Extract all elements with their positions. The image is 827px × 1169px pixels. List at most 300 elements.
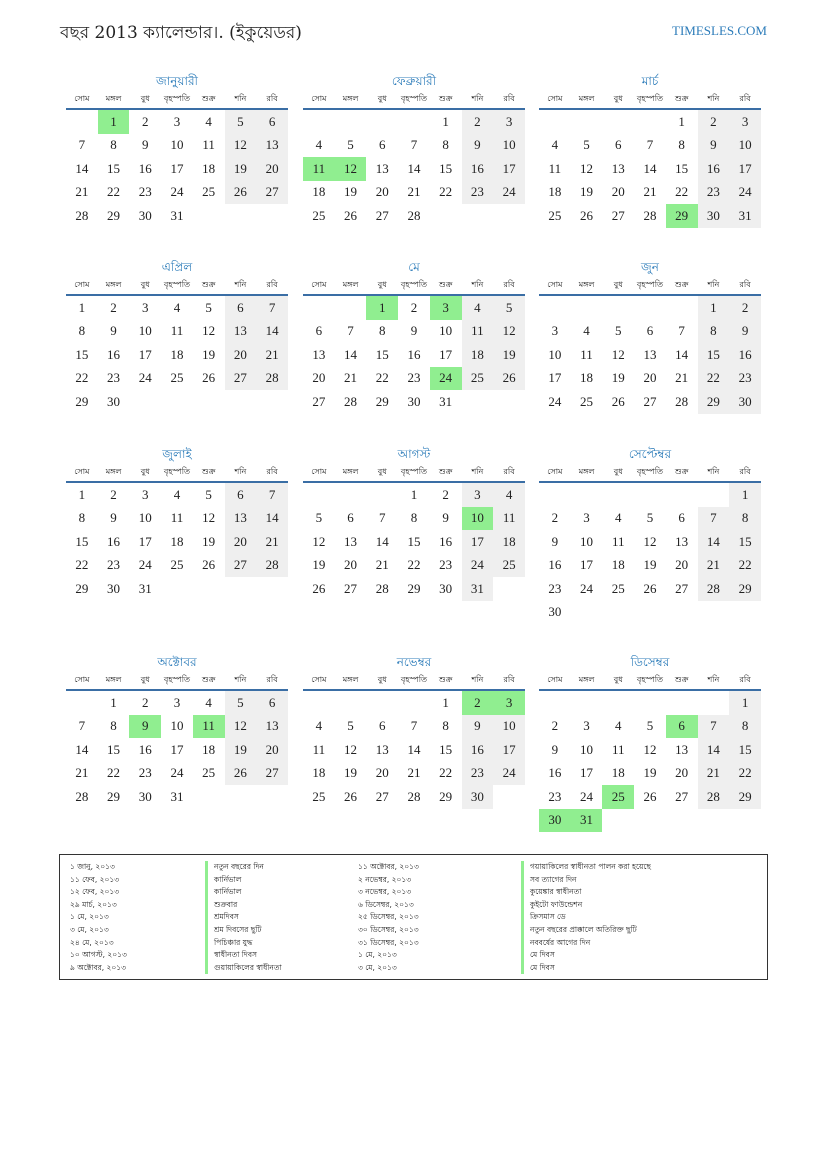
- calendar-day: 29: [75, 580, 89, 596]
- calendar-day: 26: [344, 788, 358, 804]
- calendar-day: 3: [493, 690, 525, 715]
- weekday-header: শনি: [698, 463, 730, 482]
- holiday-name: গয়ায়াকিলের স্বাধীনতা পালন করা হয়েছে: [521, 861, 651, 874]
- calendar-day: 14: [375, 533, 389, 549]
- month-table: [66, 90, 288, 228]
- empty-day: [634, 295, 666, 320]
- calendar-day: 3: [462, 482, 494, 507]
- calendar-day: 14: [698, 530, 730, 554]
- calendar-day: 25: [548, 207, 562, 223]
- empty-day: [571, 601, 603, 625]
- empty-day: [66, 690, 98, 715]
- calendar-day: 10: [580, 741, 594, 757]
- calendar-day: 1: [366, 295, 398, 320]
- calendar-day: 26: [493, 367, 525, 391]
- month-name: অক্টোবর: [157, 655, 197, 669]
- calendar-day: 15: [75, 346, 89, 362]
- calendar-day: 28: [344, 393, 358, 409]
- calendar-day: 5: [315, 510, 323, 526]
- calendar-day: 11: [611, 741, 625, 757]
- weekday-header: বৃহস্পতি: [398, 90, 430, 109]
- calendar-day: 2: [551, 510, 559, 526]
- calendar-day: 31: [170, 788, 184, 804]
- month-calendar: [539, 653, 761, 832]
- empty-day: [539, 482, 571, 507]
- calendar-day: 9: [110, 510, 117, 526]
- calendar-day: 24: [729, 181, 761, 205]
- empty-day: [666, 482, 698, 507]
- calendar-day: 12: [335, 157, 367, 181]
- calendar-day: 7: [410, 137, 418, 153]
- holiday-name: গুয়ায়াকিলের স্বাধীনতা: [205, 962, 282, 975]
- calendar-day: 19: [643, 765, 657, 781]
- calendar-day: 8: [78, 323, 86, 339]
- empty-day: [539, 690, 571, 715]
- calendar-day: 28: [75, 788, 89, 804]
- calendar-day: 28: [256, 554, 288, 578]
- weekday-header: শুক্র: [430, 463, 462, 482]
- calendar-day: 16: [439, 533, 453, 549]
- empty-day: [602, 601, 634, 625]
- calendar-day: 24: [580, 580, 594, 596]
- calendar-day: 10: [170, 137, 184, 153]
- weekday-header: সোম: [539, 90, 571, 109]
- calendar-day: 15: [698, 343, 730, 367]
- calendar-day: 6: [225, 295, 257, 320]
- weekday-header: সোম: [66, 671, 98, 690]
- calendar-day: 30: [439, 580, 453, 596]
- weekday-header: বৃহস্পতি: [161, 90, 193, 109]
- calendar-day: 4: [205, 113, 212, 129]
- holiday-name: স্বাধীনতা দিবস: [205, 949, 282, 962]
- weekday-header: শনি: [462, 276, 494, 295]
- empty-day: [193, 577, 225, 601]
- holiday-name: শুক্রবার: [205, 899, 282, 912]
- holiday-date: ২৫ ডিসেম্বর, ২০১৩: [358, 912, 419, 922]
- calendar-day: 24: [138, 370, 152, 386]
- calendar-day: 26: [312, 580, 326, 596]
- month-name: মে: [408, 260, 420, 274]
- calendar-day: 5: [205, 486, 212, 502]
- calendar-day: 7: [379, 510, 386, 526]
- calendar-day: 13: [643, 346, 657, 362]
- calendar-day: 6: [315, 323, 323, 339]
- calendar-day: 10: [493, 134, 525, 158]
- calendar-day: 25: [170, 557, 184, 573]
- holiday-name: নতুন বছরের দিন: [205, 861, 282, 874]
- empty-day: [698, 690, 730, 715]
- calendar-day: 27: [611, 207, 625, 223]
- brand-link[interactable]: TIMESLES.COM: [672, 23, 767, 38]
- weekday-header: বুধ: [366, 90, 398, 109]
- holiday-date: ২৯ মার্চ, ২০১৩: [70, 899, 117, 909]
- calendar-day: 21: [643, 184, 657, 200]
- calendar-day: 31: [170, 207, 184, 223]
- calendar-day: 1: [678, 113, 685, 129]
- calendar-day: 19: [611, 370, 625, 386]
- calendar-day: 20: [375, 765, 389, 781]
- calendar-day: 20: [611, 184, 625, 200]
- calendar-day: 11: [202, 137, 215, 153]
- empty-day: [634, 809, 666, 833]
- month-table: [539, 463, 761, 624]
- calendar-day: 3: [583, 718, 590, 734]
- calendar-day: 4: [315, 137, 323, 153]
- calendar-day: 6: [678, 510, 685, 526]
- calendar-day: 12: [202, 510, 216, 526]
- calendar-day: 17: [493, 738, 525, 762]
- calendar-day: 22: [698, 367, 730, 391]
- calendar-day: 30: [548, 604, 562, 620]
- calendar-day: 26: [580, 207, 594, 223]
- weekday-header: শুক্র: [193, 671, 225, 690]
- holiday-date: ১ মে, ২০১৩: [358, 950, 397, 960]
- calendar-day: 13: [344, 533, 358, 549]
- calendar-day: 15: [729, 530, 761, 554]
- calendar-day: 14: [256, 507, 288, 531]
- calendar-day: 6: [256, 690, 288, 715]
- calendar-day: 20: [675, 557, 689, 573]
- calendar-day: 20: [375, 184, 389, 200]
- calendar-day: 22: [439, 184, 453, 200]
- calendar-day: 23: [407, 370, 421, 386]
- weekday-header: মঙ্গল: [571, 90, 603, 109]
- weekday-header: মঙ্গল: [335, 276, 367, 295]
- calendar-day: 29: [107, 788, 121, 804]
- calendar-day: 8: [698, 320, 730, 344]
- weekday-header: বুধ: [366, 671, 398, 690]
- calendar-day: 12: [225, 134, 257, 158]
- month-name: আগস্ট: [397, 447, 431, 461]
- calendar-day: 30: [138, 788, 152, 804]
- weekday-header: শনি: [698, 671, 730, 690]
- calendar-day: 24: [580, 788, 594, 804]
- calendar-day: 19: [202, 533, 216, 549]
- calendar-day: 11: [548, 160, 562, 176]
- calendar-day: 10: [493, 715, 525, 739]
- calendar-day: 19: [580, 184, 594, 200]
- month-table: [303, 90, 525, 228]
- calendar-day: 27: [675, 580, 689, 596]
- month-name: এপ্রিল: [161, 260, 193, 274]
- calendar-day: 28: [75, 207, 89, 223]
- calendar-day: 5: [347, 718, 354, 734]
- holiday-date: ১২ ফেব, ২০১৩: [70, 887, 120, 897]
- calendar-day: 22: [107, 184, 121, 200]
- calendar-day: 25: [602, 785, 634, 809]
- calendar-day: 2: [729, 295, 761, 320]
- calendar-day: 20: [256, 157, 288, 181]
- calendar-day: 7: [256, 482, 288, 507]
- month-calendar: [66, 72, 288, 228]
- calendar-day: 27: [225, 554, 257, 578]
- holiday-date: ২৪ মে, ২০১৩: [70, 937, 114, 947]
- empty-day: [539, 295, 571, 320]
- calendar-day: 10: [170, 718, 184, 734]
- calendar-day: 12: [643, 533, 657, 549]
- calendar-day: 23: [107, 557, 121, 573]
- calendar-day: 29: [75, 393, 89, 409]
- calendar-day: 12: [611, 346, 625, 362]
- empty-day: [256, 390, 288, 414]
- calendar-day: 15: [675, 160, 689, 176]
- month-name: নভেম্বর: [396, 655, 432, 669]
- calendar-day: 4: [173, 486, 181, 502]
- empty-day: [666, 809, 698, 833]
- calendar-day: 11: [312, 741, 326, 757]
- weekday-header: শনি: [225, 463, 257, 482]
- empty-day: [366, 109, 398, 134]
- calendar-day: 30: [462, 785, 494, 809]
- holiday-names-right: [521, 861, 651, 974]
- empty-day: [129, 390, 161, 414]
- calendar-day: 26: [611, 393, 625, 409]
- month-calendar: [66, 653, 288, 809]
- holiday-name: শ্রম দিবসের ছুটি: [205, 924, 282, 937]
- holiday-name: সব ত্যাগের দিন: [521, 874, 651, 887]
- month-table: [66, 276, 288, 414]
- calendar-day: 28: [407, 207, 421, 223]
- holiday-date: ১১ ফেব, ২০১৩: [70, 874, 120, 884]
- calendar-day: 6: [646, 323, 654, 339]
- calendar-day: 27: [312, 393, 326, 409]
- empty-day: [193, 785, 225, 809]
- empty-day: [698, 809, 730, 833]
- calendar-day: 2: [462, 109, 494, 134]
- calendar-day: 29: [666, 204, 698, 228]
- calendar-day: 10: [138, 510, 152, 526]
- weekday-header: শুক্র: [666, 671, 698, 690]
- weekday-header: মঙ্গল: [98, 90, 130, 109]
- weekday-header: বুধ: [129, 276, 161, 295]
- calendar-day: 15: [107, 741, 121, 757]
- weekday-header: সোম: [66, 463, 98, 482]
- holiday-date: ৬ ডিসেম্বর, ২০১৩: [358, 899, 414, 909]
- calendar-day: 9: [110, 323, 117, 339]
- calendar-day: 5: [646, 510, 654, 526]
- weekday-header: সোম: [303, 463, 335, 482]
- empty-day: [256, 577, 288, 601]
- calendar-day: 17: [493, 157, 525, 181]
- calendar-day: 27: [225, 367, 257, 391]
- weekday-header: মঙ্গল: [98, 463, 130, 482]
- weekday-header: শুক্র: [430, 276, 462, 295]
- weekday-header: বৃহস্পতি: [161, 671, 193, 690]
- calendar-day: 25: [493, 554, 525, 578]
- month-table: [66, 463, 288, 601]
- empty-day: [634, 690, 666, 715]
- calendar-day: 25: [580, 393, 594, 409]
- weekday-header: বৃহস্পতি: [634, 671, 666, 690]
- calendar-day: 25: [202, 765, 216, 781]
- calendar-day: 16: [407, 346, 421, 362]
- holiday-name: নতুন বছরের প্রাক্কালে অতিরিক্ত ছুটি: [521, 924, 651, 937]
- month-calendar: [66, 445, 288, 601]
- calendar-day: 9: [462, 134, 494, 158]
- empty-day: [193, 390, 225, 414]
- calendar-day: 8: [379, 323, 386, 339]
- calendar-day: 14: [407, 741, 421, 757]
- weekday-header: শনি: [225, 671, 257, 690]
- calendar-day: 23: [548, 580, 562, 596]
- weekday-header: শনি: [698, 276, 730, 295]
- calendar-day: 9: [410, 323, 418, 339]
- calendar-day: 8: [410, 510, 418, 526]
- empty-day: [225, 204, 257, 228]
- calendar-day: 23: [729, 367, 761, 391]
- calendar-day: 8: [442, 718, 449, 734]
- calendar-day: 1: [78, 486, 86, 502]
- calendar-day: 5: [225, 690, 257, 715]
- calendar-day: 23: [698, 181, 730, 205]
- weekday-header: শনি: [462, 463, 494, 482]
- calendar-day: 25: [611, 580, 625, 596]
- empty-day: [256, 785, 288, 809]
- calendar-day: 5: [225, 109, 257, 134]
- holiday-dates-right: [358, 861, 419, 974]
- calendar-day: 12: [643, 741, 657, 757]
- calendar-day: 7: [410, 718, 418, 734]
- calendar-day: 19: [643, 557, 657, 573]
- weekday-header: শনি: [462, 671, 494, 690]
- empty-day: [398, 109, 430, 134]
- calendar-day: 17: [580, 557, 594, 573]
- calendar-day: 18: [312, 765, 326, 781]
- calendar-day: 8: [442, 137, 449, 153]
- empty-day: [571, 109, 603, 134]
- calendar-day: 16: [729, 343, 761, 367]
- calendar-day: 15: [107, 160, 121, 176]
- calendar-day: 6: [379, 137, 386, 153]
- calendar-day: 13: [675, 533, 689, 549]
- month-name: জুন: [641, 260, 659, 274]
- calendar-day: 15: [439, 741, 453, 757]
- calendar-day: 5: [493, 295, 525, 320]
- weekday-header: রবি: [729, 463, 761, 482]
- holiday-dates-left: [70, 861, 127, 974]
- weekday-header: সোম: [303, 671, 335, 690]
- calendar-day: 2: [462, 690, 494, 715]
- calendar-day: 12: [225, 715, 257, 739]
- calendar-day: 12: [312, 533, 326, 549]
- empty-day: [462, 204, 494, 228]
- calendar-day: 7: [698, 715, 730, 739]
- calendar-day: 9: [129, 715, 161, 739]
- calendar-day: 23: [462, 181, 494, 205]
- calendar-day: 9: [442, 510, 449, 526]
- weekday-header: রবি: [256, 90, 288, 109]
- calendar-day: 14: [344, 346, 358, 362]
- calendar-day: 30: [729, 390, 761, 414]
- empty-day: [193, 204, 225, 228]
- empty-day: [366, 482, 398, 507]
- calendar-day: 3: [583, 510, 590, 526]
- calendar-day: 1: [442, 694, 449, 710]
- calendar-day: 20: [225, 530, 257, 554]
- calendar-day: 31: [138, 580, 152, 596]
- calendar-day: 26: [643, 580, 657, 596]
- calendar-day: 17: [462, 530, 494, 554]
- calendar-day: 2: [110, 299, 117, 315]
- weekday-header: বৃহস্পতি: [161, 276, 193, 295]
- weekday-header: সোম: [539, 276, 571, 295]
- calendar-day: 18: [580, 370, 594, 386]
- calendar-day: 25: [312, 207, 326, 223]
- month-calendar: [303, 653, 525, 809]
- calendar-day: 30: [407, 393, 421, 409]
- calendar-day: 7: [347, 323, 354, 339]
- weekday-header: সোম: [303, 90, 335, 109]
- month-name: ফেব্রুয়ারী: [391, 74, 437, 88]
- month-table: [539, 90, 761, 228]
- calendar-day: 24: [430, 367, 462, 391]
- calendar-day: 31: [439, 393, 453, 409]
- holiday-name: শ্রমদিবস: [205, 911, 282, 924]
- calendar-day: 28: [698, 577, 730, 601]
- calendar-day: 18: [202, 741, 216, 757]
- empty-day: [634, 482, 666, 507]
- calendar-day: 16: [138, 741, 152, 757]
- calendar-day: 7: [698, 507, 730, 531]
- calendar-day: 26: [344, 207, 358, 223]
- weekday-header: শনি: [462, 90, 494, 109]
- calendar-day: 2: [110, 486, 117, 502]
- weekday-header: বুধ: [366, 463, 398, 482]
- holiday-date: ১ মে, ২০১৩: [70, 912, 109, 922]
- calendar-day: 27: [675, 788, 689, 804]
- calendar-day: 26: [643, 788, 657, 804]
- calendar-day: 4: [615, 718, 622, 734]
- calendar-day: 10: [462, 507, 494, 531]
- month-table: [66, 671, 288, 809]
- holiday-date: ৩ মে, ২০১৩: [358, 962, 397, 972]
- calendar-day: 4: [551, 137, 559, 153]
- weekday-header: মঙ্গল: [98, 276, 130, 295]
- calendar-day: 20: [675, 765, 689, 781]
- calendar-day: 8: [110, 718, 117, 734]
- calendar-day: 21: [256, 343, 288, 367]
- weekday-header: সোম: [539, 463, 571, 482]
- weekday-header: রবি: [493, 276, 525, 295]
- calendar-day: 17: [170, 741, 184, 757]
- calendar-day: 3: [430, 295, 462, 320]
- empty-day: [666, 295, 698, 320]
- weekday-header: সোম: [66, 90, 98, 109]
- calendar-day: 26: [225, 181, 257, 205]
- weekday-header: মঙ্গল: [571, 671, 603, 690]
- weekday-header: রবি: [256, 671, 288, 690]
- weekday-header: বৃহস্পতি: [634, 276, 666, 295]
- empty-day: [303, 482, 335, 507]
- calendar-day: 20: [225, 343, 257, 367]
- calendar-day: 29: [407, 580, 421, 596]
- weekday-header: রবি: [256, 463, 288, 482]
- weekday-header: শুক্র: [666, 463, 698, 482]
- calendar-day: 17: [439, 346, 453, 362]
- calendar-day: 5: [646, 718, 654, 734]
- holiday-names-left: [205, 861, 282, 974]
- empty-day: [729, 601, 761, 625]
- calendar-day: 30: [107, 580, 121, 596]
- calendar-day: 26: [202, 557, 216, 573]
- calendar-day: 28: [698, 785, 730, 809]
- calendar-day: 24: [170, 184, 184, 200]
- weekday-header: রবি: [493, 90, 525, 109]
- calendar-day: 12: [344, 741, 358, 757]
- empty-day: [602, 295, 634, 320]
- empty-day: [729, 809, 761, 833]
- calendar-day: 26: [202, 370, 216, 386]
